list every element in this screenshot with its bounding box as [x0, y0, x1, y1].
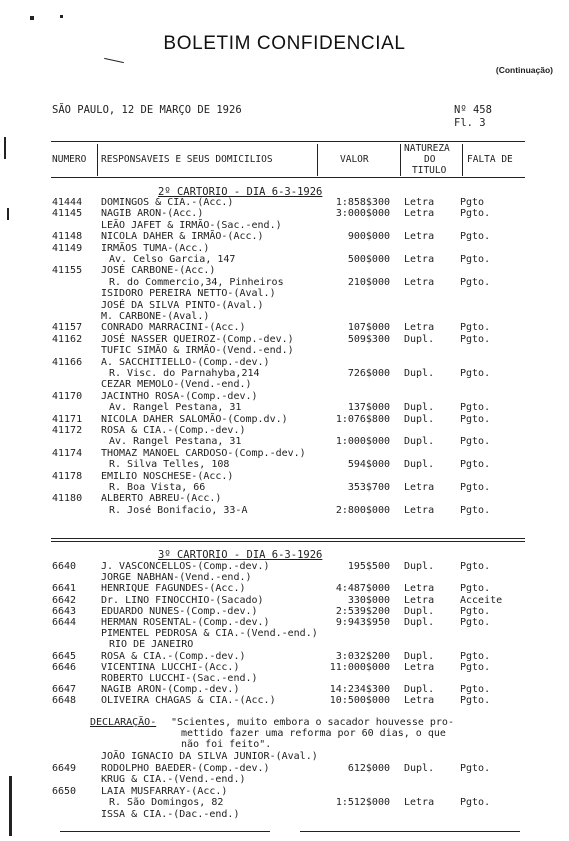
table-row — [0, 763, 569, 774]
row-description: NAGIB ARON-(Comp.-dev.) — [101, 684, 240, 696]
row-valor: 2:539$200 — [335, 605, 390, 617]
row-description: THOMAZ MANOEL CARDOSO-(Comp.-dev.) — [101, 447, 306, 459]
row-valor: 353$700 — [347, 482, 390, 493]
row-valor: 3:000$000 — [335, 208, 390, 220]
row-description: R. Silva Telles, 108 — [109, 459, 230, 471]
row-description: ALBERTO ABREU-(Acc.) — [101, 493, 222, 505]
col-divider — [97, 144, 98, 176]
row-falta: Pgto. — [460, 561, 491, 572]
row-valor: 2:800$000 — [335, 504, 390, 516]
row-number: 6641 — [52, 583, 77, 595]
table-row — [0, 277, 569, 288]
row-description: NICOLA DAHER SALOMÃO-(Comp.dv.) — [101, 413, 288, 425]
row-natureza: Letra — [404, 254, 435, 265]
table-row — [0, 265, 569, 276]
table-row — [0, 334, 569, 345]
row-natureza: Dupl. — [404, 402, 435, 414]
row-description: HERMAN ROSENTAL-(Comp.-dev.) — [101, 617, 270, 628]
row-description: M. CARBONE-(Aval.) — [101, 311, 210, 322]
row-falta: Pgto — [460, 197, 485, 208]
row-description: CONRADO MARRACINI-(Acc.) — [101, 322, 246, 334]
table-row — [0, 505, 569, 516]
row-falta: Pgto. — [460, 605, 491, 617]
row-natureza: Dupl. — [404, 762, 435, 774]
row-falta: Pgto. — [460, 208, 491, 220]
row-number: 41162 — [52, 333, 83, 345]
row-valor: 900$000 — [347, 231, 390, 243]
table-row — [0, 379, 569, 390]
row-falta: Pgto. — [460, 333, 491, 345]
row-natureza: Letra — [404, 482, 435, 493]
row-description: JORGE NABHAN-(Vend.-end.) — [101, 572, 252, 584]
row-valor: 1:000$000 — [335, 436, 390, 448]
row-falta: Pgto. — [460, 254, 491, 265]
row-valor: 4:487$000 — [335, 583, 390, 595]
table-row — [0, 606, 569, 617]
col-header-falta: FALTA DE — [467, 154, 513, 165]
row-number: 6646 — [52, 661, 77, 673]
row-falta: Pgto. — [460, 436, 491, 448]
header-top-rule — [51, 141, 525, 142]
table-row — [0, 595, 569, 606]
row-description: VICENTINA LUCCHI-(Acc.) — [101, 661, 240, 673]
row-valor: 14:234$300 — [329, 684, 390, 696]
row-number: 41170 — [52, 390, 83, 402]
table-row — [0, 368, 569, 379]
col-divider — [317, 144, 318, 176]
row-valor: 726$000 — [347, 368, 390, 379]
row-description: Av. Celso Garcia, 147 — [109, 254, 236, 265]
declaracao-label: DECLARAÇÃO- — [90, 717, 157, 728]
table-row — [0, 243, 569, 254]
row-falta: Pgto. — [460, 617, 491, 628]
row-description: OLIVEIRA CHAGAS & CIA.-(Acc.) — [101, 695, 276, 707]
row-number: 6647 — [52, 684, 77, 696]
table-row — [0, 561, 569, 572]
row-description: NAGIB ARON-(Acc.) — [101, 208, 204, 220]
table-row — [0, 695, 569, 706]
row-number: 6644 — [52, 617, 77, 628]
row-valor: 210$000 — [347, 276, 390, 288]
row-number: 41148 — [52, 231, 83, 243]
table-row — [0, 448, 569, 459]
row-valor: 1:076$800 — [335, 413, 390, 425]
section-divider-rule — [51, 538, 525, 539]
bulletin-number: Nº 458 — [454, 104, 492, 116]
row-description: R. Visc. do Parnahyba,214 — [109, 368, 260, 379]
place-date: SÃO PAULO, 12 DE MARÇO DE 1926 — [52, 104, 242, 116]
table-row — [0, 231, 569, 242]
row-description: JOSÉ DA SILVA PINTO-(Aval.) — [101, 299, 264, 311]
row-number: 6642 — [52, 594, 77, 606]
row-number: 6645 — [52, 650, 77, 662]
row-description: RIO DE JANEIRO — [109, 639, 194, 651]
table-row — [0, 482, 569, 493]
row-number: 41178 — [52, 470, 83, 482]
table-row — [0, 345, 569, 356]
row-natureza: Dupl. — [404, 413, 435, 425]
row-description: PIMENTEL PEDROSA & CIA.-(Vend.-end.) — [101, 628, 318, 640]
row-valor: 1:858$300 — [335, 197, 390, 208]
table-row — [0, 322, 569, 333]
section-heading: 3º CARTORIO - DIA 6-3-1926 — [158, 549, 323, 561]
row-description: R. São Domingos, 82 — [109, 797, 224, 809]
table-row — [0, 220, 569, 231]
row-description: Dr. LINO FINOCCHIO-(Sacado) — [101, 594, 264, 606]
row-description: HENRIQUE FAGUNDES-(Acc.) — [101, 583, 246, 595]
row-number: 6643 — [52, 605, 77, 617]
row-description: ROBERTO LUCCHI-(Sac.-end.) — [101, 673, 258, 684]
row-valor: 10:500$000 — [329, 695, 390, 707]
row-falta: Pgto. — [460, 661, 491, 673]
declaracao-text: mettido fazer uma reforma por 60 dias, o que — [181, 728, 446, 739]
col-header-numero: NUMERO — [52, 154, 87, 165]
table-row — [0, 197, 569, 208]
table-row — [0, 639, 569, 650]
row-falta: Pgto. — [460, 695, 491, 707]
row-falta: Pgto. — [460, 482, 491, 493]
row-falta: Pgto. — [460, 368, 491, 379]
row-number: 6648 — [52, 695, 77, 707]
table-row — [0, 786, 569, 797]
row-falta: Pgto. — [460, 504, 491, 516]
row-description: RODOLPHO BAEDER-(Comp.-dev.) — [101, 762, 270, 774]
row-valor: 1:512$000 — [335, 797, 390, 809]
section-divider-rule — [51, 541, 525, 542]
table-row — [0, 809, 569, 820]
declaracao-text: não foi feito". — [181, 739, 272, 750]
section-heading: 2º CARTORIO - DIA 6-3-1926 — [158, 186, 323, 198]
row-description: R. do Commercio,34, Pinheiros — [109, 276, 284, 288]
col-header-valor: VALOR — [340, 154, 369, 165]
row-valor: 509$300 — [347, 333, 390, 345]
row-description: NICOLA DAHER & IRMÃO-(Acc.) — [101, 231, 264, 243]
row-falta: Pgto. — [460, 459, 491, 471]
row-falta: Pgto. — [460, 402, 491, 414]
table-row — [0, 662, 569, 673]
table-row — [0, 391, 569, 402]
row-description: ROSA & CIA.-(Comp.-dev.) — [101, 425, 246, 436]
row-description: IRMÃOS TUMA-(Acc.) — [101, 242, 210, 254]
row-falta: Pgto. — [460, 650, 491, 662]
row-falta: Pgto. — [460, 797, 491, 809]
row-falta: Pgto. — [460, 583, 491, 595]
row-number: 41166 — [52, 356, 83, 368]
row-number: 41180 — [52, 493, 83, 505]
row-number: 41172 — [52, 425, 83, 436]
col-divider — [462, 144, 463, 176]
row-falta: Pgto. — [460, 322, 491, 334]
row-valor: 500$000 — [347, 254, 390, 265]
row-falta: Pgto. — [460, 762, 491, 774]
row-number: 41157 — [52, 322, 83, 334]
row-valor: 330$000 — [347, 594, 390, 606]
continuation-label: (Continuação) — [495, 65, 553, 75]
row-natureza: Dupl. — [404, 650, 435, 662]
table-row — [0, 684, 569, 695]
row-falta: Pgto. — [460, 276, 491, 288]
row-number: 41149 — [52, 242, 83, 254]
row-description: EDUARDO NUNES-(Comp.-dev.) — [101, 605, 258, 617]
row-description: DOMINGOS & CIA.-(Acc.) — [101, 197, 234, 208]
table-row — [0, 288, 569, 299]
row-falta: Pgto. — [460, 231, 491, 243]
table-row — [0, 425, 569, 436]
row-description: Av. Rangel Pestana, 31 — [109, 402, 242, 414]
row-natureza: Dupl. — [404, 684, 435, 696]
row-natureza: Letra — [404, 276, 435, 288]
row-valor: 3:032$200 — [335, 650, 390, 662]
row-falta: Pgto. — [460, 413, 491, 425]
row-natureza: Letra — [404, 661, 435, 673]
row-description: LEÃO JAFET & IRMÃO-(Sac.-end.) — [101, 219, 282, 231]
row-natureza: Dupl. — [404, 368, 435, 379]
row-natureza: Letra — [404, 695, 435, 707]
row-natureza: Letra — [404, 583, 435, 595]
row-valor: 594$000 — [347, 459, 390, 471]
col-divider — [400, 144, 401, 176]
row-valor: 107$000 — [347, 322, 390, 334]
row-description: A. SACCHITIELLO-(Comp.-dev.) — [101, 356, 270, 368]
table-row — [0, 774, 569, 785]
margin-mark — [30, 16, 34, 20]
margin-mark — [104, 58, 124, 63]
row-description: R. Boa Vista, 66 — [109, 482, 206, 493]
page-title: BOLETIM CONFIDENCIAL — [163, 33, 406, 54]
table-row — [0, 797, 569, 808]
table-row — [0, 254, 569, 265]
row-natureza: Letra — [404, 208, 435, 220]
row-description: LAIA MUSFARRAY-(Acc.) — [101, 785, 228, 797]
table-row — [0, 751, 569, 762]
table-row — [0, 673, 569, 684]
bottom-rule — [300, 831, 520, 832]
row-number: 41174 — [52, 447, 83, 459]
row-number: 6650 — [52, 785, 77, 797]
row-description: Av. Rangel Pestana, 31 — [109, 436, 242, 448]
row-falta: Acceite — [460, 594, 503, 606]
table-row — [0, 583, 569, 594]
row-number: 41171 — [52, 413, 83, 425]
row-description: KRUG & CIA.-(Vend.-end.) — [101, 774, 246, 786]
row-natureza: Dupl. — [404, 617, 435, 628]
margin-mark — [60, 15, 63, 18]
row-description: JACINTHO ROSA-(Comp.-dev.) — [101, 390, 258, 402]
table-row — [0, 651, 569, 662]
row-valor: 195$500 — [347, 561, 390, 572]
row-natureza: Letra — [404, 197, 435, 208]
row-description: ISIDORO PEREIRA NETTO-(Aval.) — [101, 288, 276, 300]
table-row — [0, 311, 569, 322]
row-natureza: Letra — [404, 797, 435, 809]
table-row — [0, 300, 569, 311]
table-row — [0, 459, 569, 470]
col-header-natureza: NATUREZA — [404, 143, 450, 154]
sheet-number: Fl. 3 — [454, 117, 486, 129]
row-natureza: Dupl. — [404, 333, 435, 345]
row-valor: 9:943$950 — [335, 617, 390, 628]
row-description: JOSÉ CARBONE-(Acc.) — [101, 265, 216, 277]
header-bottom-rule — [51, 177, 525, 178]
table-row — [0, 628, 569, 639]
table-row — [0, 208, 569, 219]
row-description: ROSA & CIA.-(Comp.-dev.) — [101, 650, 246, 662]
row-number: 41444 — [52, 197, 83, 208]
row-natureza: Letra — [404, 231, 435, 243]
row-natureza: Letra — [404, 594, 435, 606]
row-description: J. VASCONCELLOS-(Comp.-dev.) — [101, 561, 270, 572]
table-row — [0, 414, 569, 425]
row-natureza: Dupl. — [404, 436, 435, 448]
row-description: ISSA & CIA.-(Dac.-end.) — [101, 809, 240, 820]
row-valor: 612$000 — [347, 762, 390, 774]
row-valor: 137$000 — [347, 402, 390, 414]
row-natureza: Dupl. — [404, 459, 435, 471]
table-row — [0, 572, 569, 583]
row-natureza: Dupl. — [404, 561, 435, 572]
margin-mark — [4, 137, 6, 159]
table-row — [0, 402, 569, 413]
bottom-rule — [60, 831, 270, 832]
table-row — [0, 436, 569, 447]
row-falta: Pgto. — [460, 684, 491, 696]
row-valor: 11:000$000 — [329, 661, 390, 673]
table-row — [0, 357, 569, 368]
row-description: CEZAR MEMOLO-(Vend.-end.) — [101, 379, 252, 391]
row-number: 6640 — [52, 561, 77, 572]
row-description: TUFIC SIMÃO & IRMÃO-(Vend.-end.) — [101, 345, 294, 357]
row-natureza: Dupl. — [404, 605, 435, 617]
declaracao-text: "Scientes, muito embora o sacador houvesse pro- — [171, 717, 454, 728]
table-row — [0, 471, 569, 482]
row-natureza: Letra — [404, 504, 435, 516]
row-number: 41145 — [52, 208, 83, 220]
table-row — [0, 617, 569, 628]
row-description: EMILIO NOSCHESE-(Acc.) — [101, 470, 234, 482]
row-natureza: Letra — [404, 322, 435, 334]
col-header-natureza: TITULO — [412, 165, 447, 176]
row-number: 6649 — [52, 762, 77, 774]
row-description: JOSÉ NASSER QUEIROZ-(Comp.-dev.) — [101, 333, 294, 345]
table-row — [0, 493, 569, 504]
col-header-natureza: DO — [424, 154, 436, 165]
row-description: R. José Bonifacio, 33-A — [109, 504, 248, 516]
col-header-responsaveis: RESPONSAVEIS E SEUS DOMICILIOS — [101, 154, 273, 165]
row-number: 41155 — [52, 265, 83, 277]
row-description: JOÃO IGNACIO DA SILVA JUNIOR-(Aval.) — [101, 751, 318, 762]
